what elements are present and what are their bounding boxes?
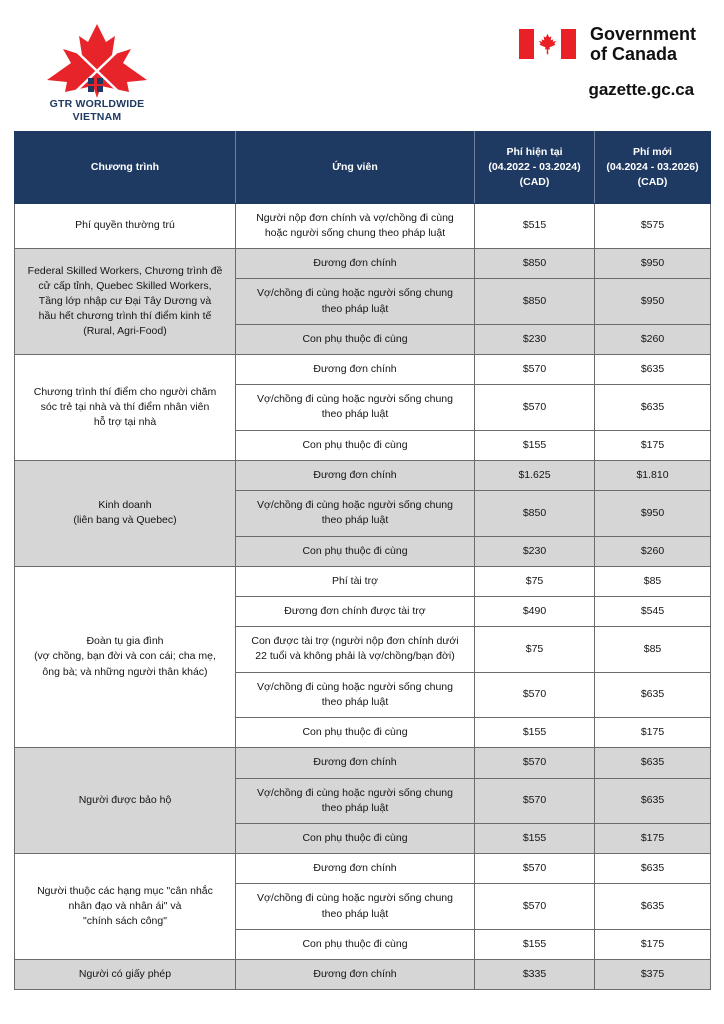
table-row xyxy=(15,249,711,279)
applicant-line: Phí tài trợ xyxy=(332,574,378,587)
program-cell xyxy=(15,355,236,461)
program-line: nhân đạo và nhân ái" và xyxy=(68,900,182,913)
current-fee-cell: $75 xyxy=(475,566,595,596)
program-line: hầu hết chương trình thí điểm kinh tế xyxy=(38,310,212,323)
applicant-cell xyxy=(236,385,475,430)
applicant-cell xyxy=(236,748,475,778)
current-fee-cell: $230 xyxy=(475,536,595,566)
program-line: (Rural, Agri-Food) xyxy=(83,325,167,338)
applicant-line: theo pháp luật xyxy=(321,695,389,708)
column-header-current-fee xyxy=(475,132,595,204)
program-line: ông bà; và những người thân khác) xyxy=(42,665,208,678)
program-cell xyxy=(15,960,236,990)
current-fee-cell: $1.625 xyxy=(475,460,595,490)
applicant-line: Đương đơn chính xyxy=(313,862,397,875)
applicant-line: Con được tài trợ (người nộp đơn chính dưới xyxy=(251,635,459,648)
current-fee-cell: $515 xyxy=(475,203,595,248)
new-fee-cell: $635 xyxy=(595,884,711,929)
goc-wordmark-row xyxy=(519,24,696,64)
applicant-line: theo pháp luật xyxy=(321,408,389,421)
current-fee-cell: $570 xyxy=(475,355,595,385)
new-fee-cell: $175 xyxy=(595,430,711,460)
gtr-brand-line-2: VIETNAM xyxy=(72,111,122,124)
program-line: Người thuộc các hạng mục "cân nhắc xyxy=(37,884,213,897)
applicant-line: theo pháp luật xyxy=(321,514,389,527)
new-fee-cell: $1.810 xyxy=(595,460,711,490)
gtr-maple-house-logo xyxy=(43,22,151,98)
column-header-applicant: Ứng viên xyxy=(236,132,475,204)
applicant-cell xyxy=(236,430,475,460)
applicant-line: Vợ/chồng đi cùng hoặc người sống chung xyxy=(257,287,453,300)
new-fee-line-3: (CAD) xyxy=(637,175,668,188)
applicant-line: theo pháp luật xyxy=(321,302,389,315)
applicant-line: Đương đơn chính xyxy=(313,257,397,270)
new-fee-cell: $635 xyxy=(595,748,711,778)
applicant-line: hoặc người sống chung theo pháp luật xyxy=(264,226,446,239)
program-cell xyxy=(15,460,236,566)
applicant-cell xyxy=(236,249,475,279)
current-fee-cell: $570 xyxy=(475,385,595,430)
program-line: hỗ trợ tại nhà xyxy=(93,416,157,429)
column-header-program: Chương trình xyxy=(15,132,236,204)
program-line: Federal Skilled Workers, Chương trình đề xyxy=(27,264,223,277)
current-fee-line-3: (CAD) xyxy=(519,175,550,188)
current-fee-cell: $850 xyxy=(475,279,595,324)
program-line: Người được bảo hộ xyxy=(78,794,172,807)
program-line: Chương trình thí điểm cho người chăm xyxy=(33,385,217,398)
new-fee-cell: $260 xyxy=(595,324,711,354)
current-fee-line-2: (04.2022 - 03.2024) xyxy=(488,160,581,173)
applicant-line: Vợ/chồng đi cùng hoặc người sống chung xyxy=(257,892,453,905)
new-fee-line-2: (04.2024 - 03.2026) xyxy=(606,160,699,173)
applicant-cell xyxy=(236,460,475,490)
applicant-line: Vợ/chồng đi cùng hoặc người sống chung xyxy=(257,499,453,512)
new-fee-cell: $175 xyxy=(595,929,711,959)
applicant-line: Con phụ thuộc đi cùng xyxy=(302,831,408,844)
immigration-fee-table xyxy=(14,131,711,990)
applicant-line: Vợ/chồng đi cùng hoặc người sống chung xyxy=(257,680,453,693)
new-fee-cell: $175 xyxy=(595,823,711,853)
current-fee-line-1: Phí hiện tại xyxy=(506,146,563,158)
current-fee-cell: $155 xyxy=(475,929,595,959)
applicant-line: Đương đơn chính xyxy=(313,756,397,769)
table-row xyxy=(15,460,711,490)
program-cell xyxy=(15,566,236,748)
applicant-line: Con phụ thuộc đi cùng xyxy=(302,726,408,739)
new-fee-cell: $175 xyxy=(595,718,711,748)
column-header-new-fee xyxy=(595,132,711,204)
applicant-cell xyxy=(236,823,475,853)
program-line: Phí quyền thường trú xyxy=(75,219,175,232)
new-fee-cell: $950 xyxy=(595,279,711,324)
current-fee-cell: $570 xyxy=(475,778,595,823)
government-of-canada-brand xyxy=(466,24,696,100)
applicant-cell xyxy=(236,566,475,596)
applicant-line: Con phụ thuộc đi cùng xyxy=(302,937,408,950)
applicant-cell xyxy=(236,203,475,248)
applicant-line: theo pháp luật xyxy=(321,801,389,814)
table-header-row xyxy=(15,132,711,204)
applicant-cell xyxy=(236,960,475,990)
applicant-cell xyxy=(236,929,475,959)
new-fee-cell: $635 xyxy=(595,778,711,823)
applicant-line: Vợ/chồng đi cùng hoặc người sống chung xyxy=(257,393,453,406)
new-fee-cell: $85 xyxy=(595,566,711,596)
goc-wordmark-line-1: Government xyxy=(589,24,696,44)
current-fee-cell: $850 xyxy=(475,249,595,279)
applicant-line: Vợ/chồng đi cùng hoặc người sống chung xyxy=(257,786,453,799)
new-fee-cell: $260 xyxy=(595,536,711,566)
current-fee-cell: $75 xyxy=(475,627,595,672)
applicant-cell xyxy=(236,355,475,385)
table-row xyxy=(15,960,711,990)
new-fee-cell: $85 xyxy=(595,627,711,672)
applicant-cell xyxy=(236,627,475,672)
current-fee-cell: $850 xyxy=(475,491,595,536)
goc-wordmark-text xyxy=(590,24,696,64)
new-fee-cell: $575 xyxy=(595,203,711,248)
program-cell xyxy=(15,203,236,248)
new-fee-cell: $635 xyxy=(595,672,711,717)
canada-flag-icon xyxy=(519,29,576,59)
applicant-cell xyxy=(236,718,475,748)
applicant-line: Con phụ thuộc đi cùng xyxy=(302,544,408,557)
program-line: (vợ chồng, bạn đời và con cái; cha mẹ, xyxy=(34,650,216,663)
applicant-cell xyxy=(236,884,475,929)
program-line: Kinh doanh xyxy=(98,499,152,512)
new-fee-cell: $635 xyxy=(595,385,711,430)
page-header xyxy=(0,0,724,131)
current-fee-cell: $335 xyxy=(475,960,595,990)
gazette-website-label: gazette.gc.ca xyxy=(588,80,694,100)
new-fee-cell: $950 xyxy=(595,249,711,279)
current-fee-cell: $570 xyxy=(475,672,595,717)
current-fee-cell: $155 xyxy=(475,430,595,460)
current-fee-cell: $570 xyxy=(475,748,595,778)
current-fee-cell: $155 xyxy=(475,823,595,853)
program-line: Đoàn tụ gia đình xyxy=(86,635,164,648)
program-line: Tầng lớp nhập cư Đại Tây Dương và xyxy=(38,294,212,307)
applicant-cell xyxy=(236,324,475,354)
table-header xyxy=(15,132,711,204)
applicant-cell xyxy=(236,536,475,566)
new-fee-cell: $545 xyxy=(595,597,711,627)
current-fee-cell: $570 xyxy=(475,884,595,929)
table-row xyxy=(15,203,711,248)
applicant-line: Đương đơn chính được tài trợ xyxy=(284,605,426,617)
applicant-cell xyxy=(236,597,475,627)
current-fee-cell: $230 xyxy=(475,324,595,354)
program-line: (liên bang và Quebec) xyxy=(73,514,177,527)
table-row xyxy=(15,355,711,385)
applicant-line: Đương đơn chính xyxy=(313,968,397,981)
gtr-brand xyxy=(22,22,172,124)
applicant-line: 22 tuổi và không phải là vợ/chồng/bạn đời) xyxy=(255,650,455,663)
applicant-line: Con phụ thuộc đi cùng xyxy=(302,332,408,345)
applicant-cell xyxy=(236,279,475,324)
new-fee-cell: $635 xyxy=(595,355,711,385)
applicant-line: Con phụ thuộc đi cùng xyxy=(302,438,408,451)
program-cell xyxy=(15,854,236,960)
new-fee-cell: $950 xyxy=(595,491,711,536)
applicant-cell xyxy=(236,491,475,536)
applicant-cell xyxy=(236,854,475,884)
applicant-line: Đương đơn chính xyxy=(313,468,397,481)
current-fee-cell: $490 xyxy=(475,597,595,627)
applicant-line: Đương đơn chính xyxy=(313,363,397,376)
program-cell xyxy=(15,748,236,854)
gtr-brand-line-1: GTR WORLDWIDE xyxy=(49,98,145,110)
applicant-cell xyxy=(236,778,475,823)
program-line: "chính sách công" xyxy=(83,915,167,928)
table-body xyxy=(15,203,711,990)
program-cell xyxy=(15,249,236,355)
new-fee-cell: $375 xyxy=(595,960,711,990)
applicant-line: Người nộp đơn chính và vợ/chồng đi cùng xyxy=(256,211,454,224)
current-fee-cell: $570 xyxy=(475,854,595,884)
program-line: cử cấp tỉnh, Quebec Skilled Workers, xyxy=(38,279,212,292)
program-line: sóc trẻ tại nhà và thí điểm nhân viên xyxy=(40,400,210,413)
current-fee-cell: $155 xyxy=(475,718,595,748)
applicant-cell xyxy=(236,672,475,717)
applicant-line: theo pháp luật xyxy=(321,907,389,920)
new-fee-line-1: Phí mới xyxy=(633,146,672,158)
program-line: Người có giấy phép xyxy=(78,968,172,981)
table-row xyxy=(15,748,711,778)
table-row xyxy=(15,854,711,884)
table-row xyxy=(15,566,711,596)
goc-wordmark-line-2: of Canada xyxy=(589,44,677,65)
new-fee-cell: $635 xyxy=(595,854,711,884)
